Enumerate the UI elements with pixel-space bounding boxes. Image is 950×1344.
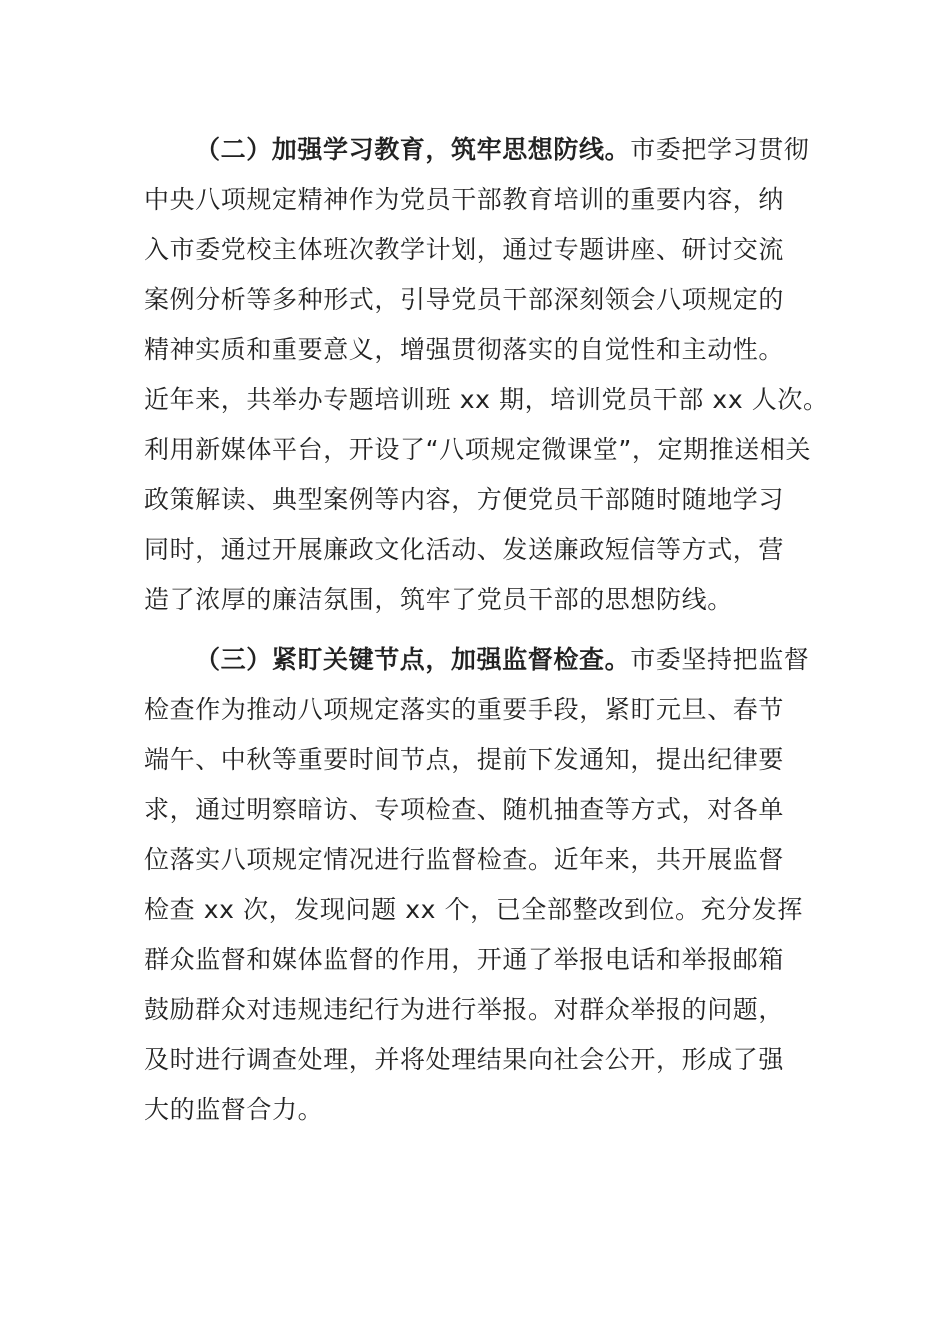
- section-2-line-9: 同时，通过开展廉政文化活动、发送廉政短信等方式，营: [144, 535, 785, 564]
- section-3-line-10: 大的监督合力。: [144, 1095, 324, 1124]
- section-3-line-1: [195, 640, 809, 680]
- section-2-line-1: [195, 130, 809, 170]
- section-2-line-3: 入市委党校主体班次教学计划，通过专题讲座、研讨交流: [144, 235, 785, 264]
- section-3-heading: （三）紧盯关键节点，加强监督检查。: [195, 645, 631, 674]
- section-2-heading: （二）加强学习教育，筑牢思想防线。: [195, 135, 631, 164]
- section-2-line-7: 利用新媒体平台，开设了“八项规定微课堂”，定期推送相关: [144, 435, 812, 464]
- section-3-line-3: 端午、中秋等重要时间节点，提前下发通知，提出纪律要: [144, 745, 785, 774]
- section-3-line-2: 检查作为推动八项规定落实的重要手段，紧盯元旦、春节: [144, 695, 785, 724]
- section-2-line-4: 案例分析等多种形式，引导党员干部深刻领会八项规定的: [144, 285, 785, 314]
- section-3-text: 市委坚持把监督: [630, 645, 810, 674]
- section-2-line-2: 中央八项规定精神作为党员干部教育培训的重要内容，纳: [144, 185, 785, 214]
- section-3-line-4: 求，通过明察暗访、专项检查、随机抽查等方式，对各单: [144, 795, 785, 824]
- section-3-line-6: 检查 xx 次，发现问题 xx 个，已全部整改到位。充分发挥: [144, 895, 803, 924]
- section-2-line-6: 近年来，共举办专题培训班 xx 期，培训党员干部 xx 人次。: [144, 385, 829, 414]
- section-3-line-5: 位落实八项规定情况进行监督检查。近年来，共开展监督: [144, 845, 785, 874]
- section-3-line-9: 及时进行调查处理，并将处理结果向社会公开，形成了强: [144, 1045, 785, 1074]
- section-2-text: 市委把学习贯彻: [630, 135, 810, 164]
- section-3-line-7: 群众监督和媒体监督的作用，开通了举报电话和举报邮箱: [144, 945, 785, 974]
- section-2-line-5: 精神实质和重要意义，增强贯彻落实的自觉性和主动性。: [144, 335, 785, 364]
- section-2-line-8: 政策解读、典型案例等内容，方便党员干部随时随地学习: [144, 485, 785, 514]
- section-3-line-8: 鼓励群众对违规违纪行为进行举报。对群众举报的问题，: [144, 995, 785, 1024]
- section-2-line-10: 造了浓厚的廉洁氛围，筑牢了党员干部的思想防线。: [144, 585, 733, 614]
